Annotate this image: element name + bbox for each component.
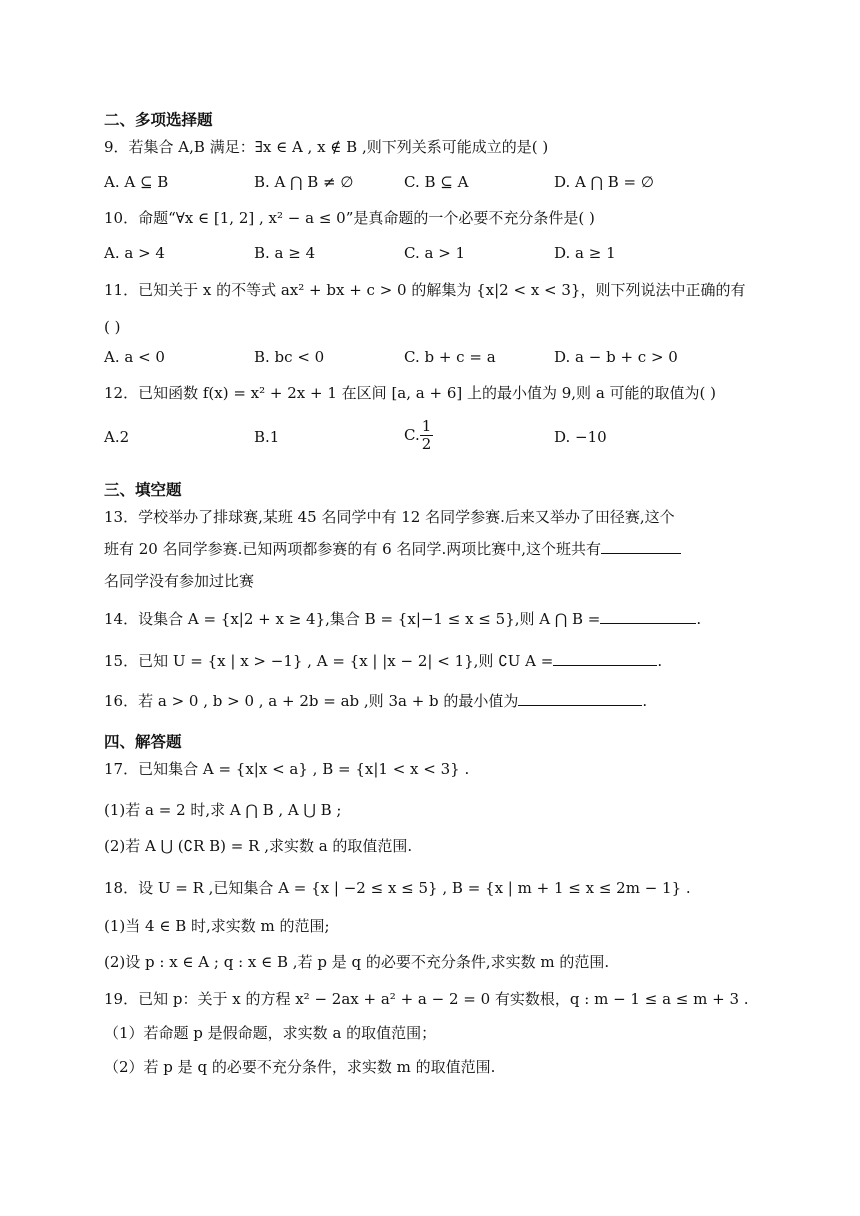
- answer-blank[interactable]: [600, 609, 696, 624]
- question-17-part1: (1)若 a = 2 时,求 A ⋂ B , A ⋃ B ;: [104, 801, 342, 819]
- answer-blank[interactable]: [553, 651, 657, 666]
- fraction-numerator: 1: [421, 417, 432, 435]
- q10-option-d: D. a ≥ 1: [554, 244, 616, 262]
- section-heading-fill: 三、填空题: [104, 481, 182, 499]
- q16-end: .: [642, 692, 648, 710]
- q12-option-d: D. −10: [554, 428, 607, 446]
- question-16: [104, 690, 647, 711]
- question-18-part2: (2)设 p : x ∈ A ; q : x ∈ B ,若 p 是 q 的必要不充分条件,求实数 m 的范围.: [104, 953, 610, 971]
- question-13-line2: [104, 538, 681, 559]
- question-14: [104, 608, 701, 629]
- q9-option-c: C. B ⊆ A: [404, 173, 469, 191]
- section-heading-solve: 四、解答题: [104, 733, 182, 751]
- q11-paren: ( ): [104, 318, 121, 336]
- question-19-stem: 19．已知 p：关于 x 的方程 x² − 2ax + a² + a − 2 = 0 有实数根，q : m − 1 ≤ a ≤ m + 3 .: [104, 990, 749, 1008]
- q12-option-c-fraction: [420, 418, 434, 454]
- question-17-stem: 17．已知集合 A = {x|x < a} , B = {x|1 < x < 3} .: [104, 760, 470, 778]
- q16-stem: 16．若 a > 0 , b > 0 , a + 2b = ab ,则 3a + b 的最小值为: [104, 692, 519, 710]
- q10-option-c: C. a > 1: [404, 244, 466, 262]
- q9-option-d: D. A ⋂ B = ∅: [554, 173, 654, 191]
- question-13-line3: 名同学没有参加过比赛: [104, 572, 255, 590]
- question-18-part1: (1)当 4 ∈ B 时,求实数 m 的范围;: [104, 917, 330, 935]
- q10-option-b: B. a ≥ 4: [254, 244, 316, 262]
- question-19-part2: （2）若 p 是 q 的必要不充分条件，求实数 m 的取值范围.: [104, 1058, 496, 1076]
- question-11-stem: 11．已知关于 x 的不等式 ax² + bx + c > 0 的解集为 {x|2 < x < 3}，则下列说法中正确的有: [104, 281, 746, 299]
- q11-option-d: D. a − b + c > 0: [554, 348, 678, 366]
- q13-line2-text: 班有 20 名同学参赛.已知两项都参赛的有 6 名同学.两项比赛中,这个班共有: [104, 540, 602, 558]
- question-9-stem: 9．若集合 A,B 满足：∃x ∈ A , x ∉ B ,则下列关系可能成立的是( ): [104, 138, 549, 156]
- q14-stem: 14．设集合 A = {x|2 + x ≥ 4},集合 B = {x|−1 ≤ x ≤ 5},则 A ⋂ B =: [104, 610, 601, 628]
- q12-option-a: A.2: [104, 428, 130, 446]
- q10-option-a: A. a > 4: [104, 244, 165, 262]
- q11-option-b: B. bc < 0: [254, 348, 325, 366]
- q15-stem: 15．已知 U = {x | x > −1} , A = {x | |x − 2| < 1},则 ∁U A =: [104, 652, 554, 670]
- question-15: [104, 650, 662, 671]
- q11-option-c: C. b + c = a: [404, 348, 496, 366]
- q9-option-b: B. A ⋂ B ≠ ∅: [254, 173, 354, 191]
- q12-option-c: [404, 418, 433, 454]
- answer-blank[interactable]: [601, 539, 681, 554]
- q9-option-a: A. A ⊆ B: [104, 173, 169, 191]
- question-17-part2: (2)若 A ⋃ (∁R B) = R ,求实数 a 的取值范围.: [104, 837, 413, 855]
- question-13-line1: 13．学校举办了排球赛,某班 45 名同学中有 12 名同学参赛.后来又举办了田径赛,这个: [104, 508, 675, 526]
- q12-option-b: B.1: [254, 428, 280, 446]
- section-heading-multi: 二、多项选择题: [104, 111, 213, 129]
- fraction-denominator: 2: [421, 435, 432, 454]
- question-18-stem: 18．设 U = R ,已知集合 A = {x | −2 ≤ x ≤ 5} , B = {x | m + 1 ≤ x ≤ 2m − 1} .: [104, 879, 691, 897]
- question-10-stem: 10．命题“∀x ∈ [1, 2] , x² − a ≤ 0”是真命题的一个必要不充分条件是( ): [104, 209, 595, 227]
- q15-end: .: [657, 652, 663, 670]
- answer-blank[interactable]: [518, 691, 642, 706]
- q11-option-a: A. a < 0: [104, 348, 165, 366]
- question-19-part1: （1）若命题 p 是假命题，求实数 a 的取值范围；: [104, 1024, 437, 1042]
- question-12-stem: 12．已知函数 f(x) = x² + 2x + 1 在区间 [a, a + 6] 上的最小值为 9,则 a 可能的取值为( ): [104, 384, 717, 402]
- q12-option-c-prefix: C.: [404, 425, 420, 444]
- q14-end: .: [696, 610, 702, 628]
